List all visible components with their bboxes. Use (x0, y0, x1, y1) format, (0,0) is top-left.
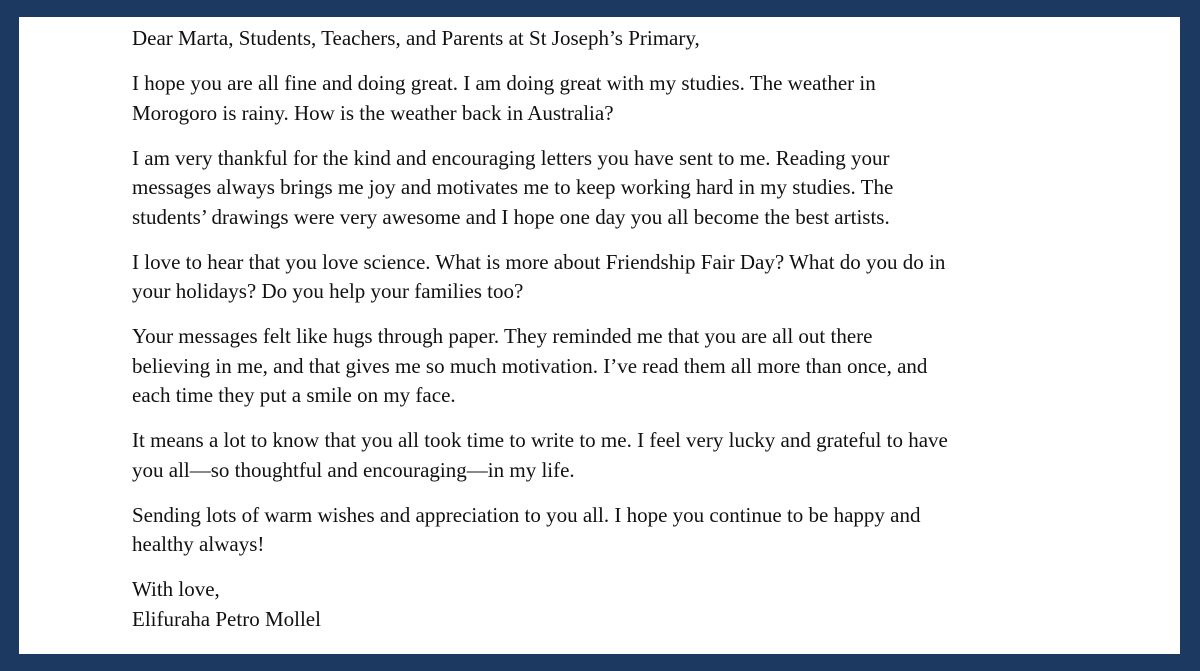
letter-paragraph-5 (132, 426, 1032, 485)
paragraph-line: your holidays? Do you help your families too? (132, 279, 524, 303)
paragraph-line: you all—so thoughtful and encouraging—in my life. (132, 457, 575, 482)
paragraph-line: I love to hear that you love science. What is more about Friendship Fair Day? What do you do in (132, 249, 946, 274)
letter-paragraph-6 (132, 501, 1032, 560)
paragraph-line: healthy always! (132, 532, 265, 556)
letter-signoff (132, 575, 1032, 634)
letter-page (19, 17, 1180, 654)
letter-paragraph-2 (132, 144, 1032, 233)
paragraph-line: I am very thankful for the kind and encouraging letters you have sent to me. Reading your (132, 145, 890, 170)
paragraph-line: Your messages felt like hugs through paper. They reminded me that you are all out there (132, 324, 873, 348)
letter-paragraph-3 (132, 248, 1032, 307)
letter-closing: With love, (132, 577, 220, 601)
paragraph-line: each time they put a smile on my face. (132, 383, 456, 407)
paragraph-line: students’ drawings were very awesome and I hope one day you all become the best artists. (132, 204, 890, 229)
letter-body (132, 24, 1032, 634)
letter-paragraph-1 (132, 69, 1032, 128)
letter-signature: Elifuraha Petro Mollel (132, 606, 321, 631)
paragraph-line: Sending lots of warm wishes and appreciation to you all. I hope you continue to be happy and (132, 502, 921, 527)
paragraph-line: It means a lot to know that you all took time to write to me. I feel very lucky and grateful to have (132, 428, 948, 452)
letter-greeting: Dear Marta, Students, Teachers, and Parents at St Joseph’s Primary, (132, 26, 700, 50)
paragraph-line: messages always brings me joy and motivates me to keep working hard in my studies. The (132, 175, 894, 199)
paragraph-line: I hope you are all fine and doing great. I am doing great with my studies. The weather in (132, 71, 876, 95)
letter-paragraph-4 (132, 322, 1032, 411)
paragraph-line: Morogoro is rainy. How is the weather back in Australia? (132, 100, 614, 125)
paragraph-line: believing in me, and that gives me so much motivation. I’ve read them all more than once, and (132, 353, 928, 378)
